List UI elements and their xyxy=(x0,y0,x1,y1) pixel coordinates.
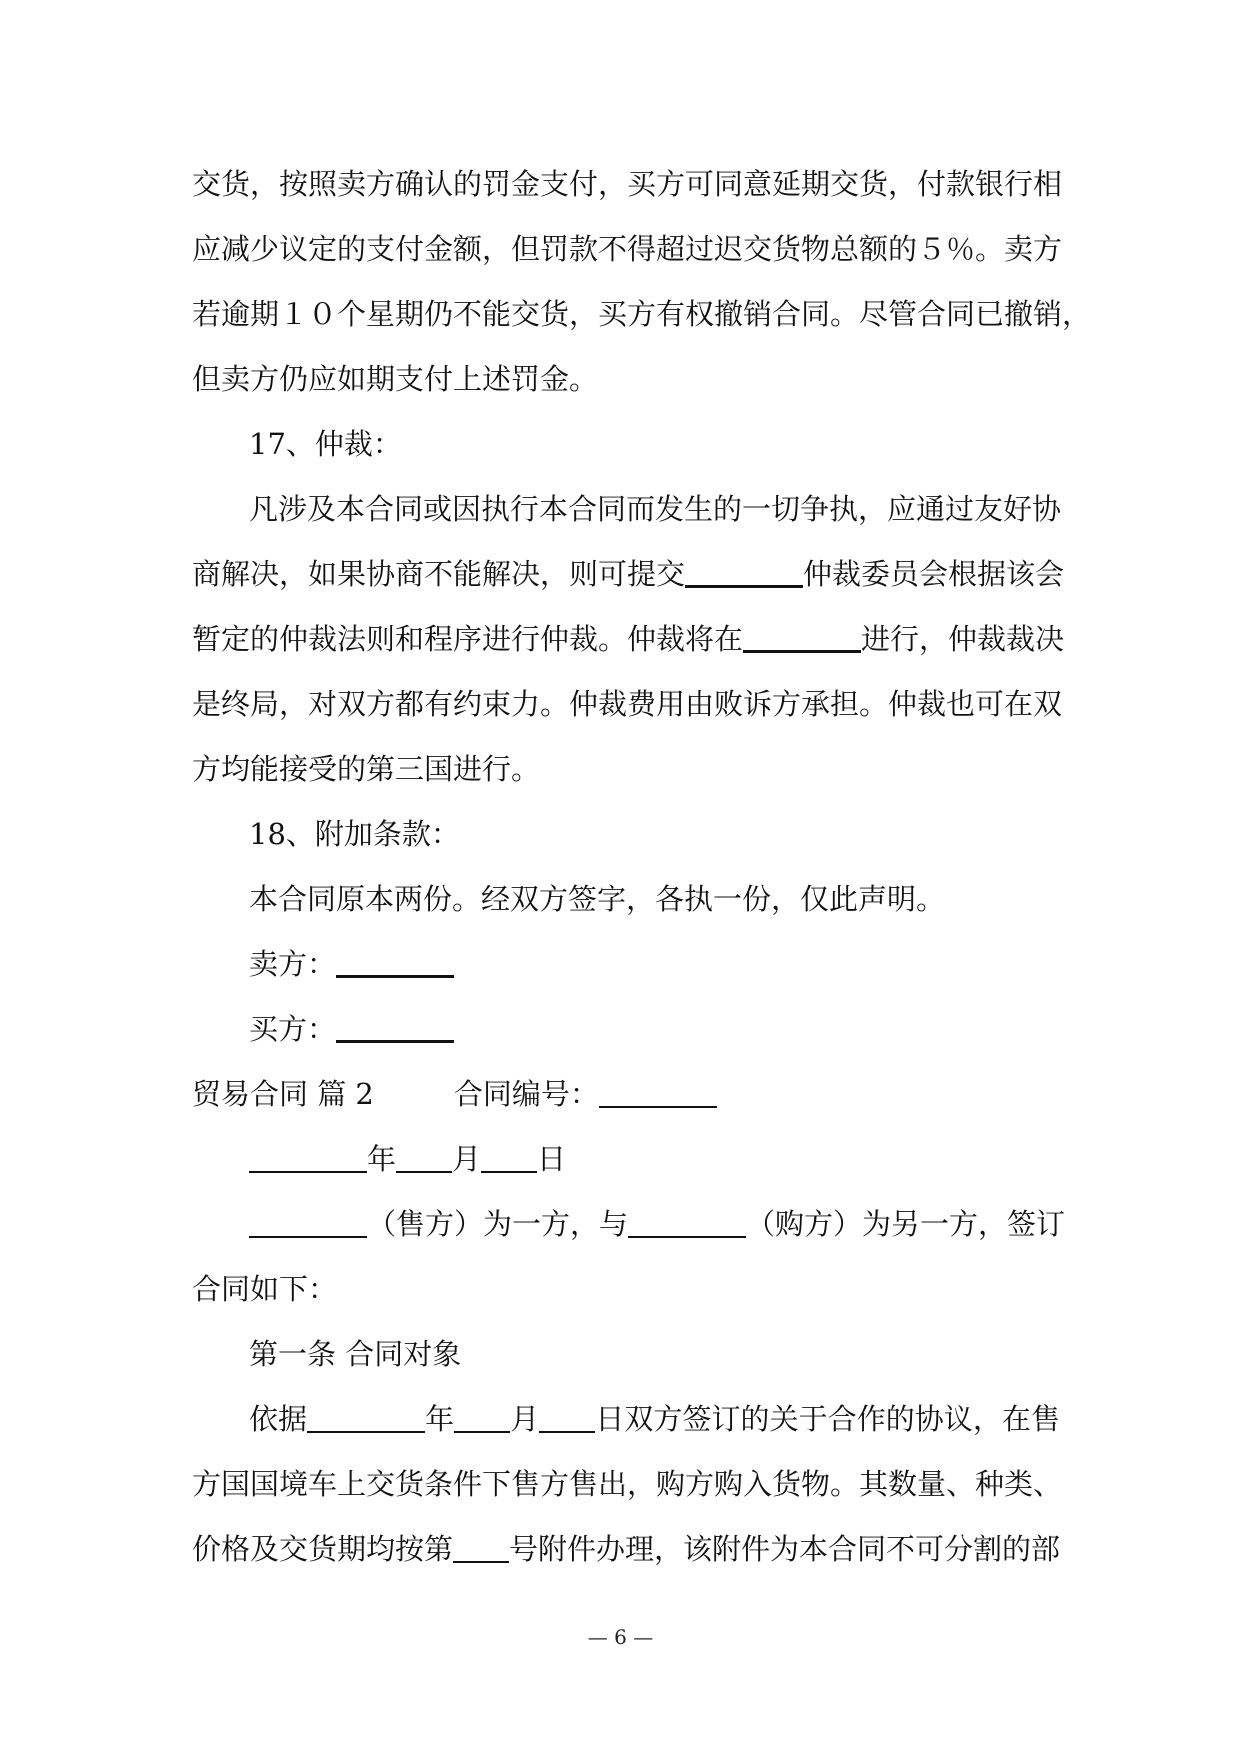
blank-buyer xyxy=(336,1010,454,1043)
blank-buyer-party xyxy=(628,1206,746,1238)
month-label: 月 xyxy=(452,1142,482,1176)
date-line xyxy=(192,1135,1060,1200)
day-label: 日 xyxy=(537,1142,567,1176)
paragraph-line: 凡涉及本合同或因执行本合同而发生的一切争执，应通过友好协 xyxy=(249,492,1062,526)
paragraph-line xyxy=(192,1395,1060,1460)
contract-title: 贸易合同 篇 2 xyxy=(192,1077,374,1111)
line-text: 价格及交货期均按第 xyxy=(192,1532,454,1566)
line-text: （售方）为一方，与 xyxy=(367,1207,629,1241)
blank-agreement-month xyxy=(454,1401,510,1433)
buyer-label: 买方： xyxy=(249,1012,337,1046)
buyer-signature-line xyxy=(192,1005,1060,1070)
blank-arbitration-body xyxy=(685,555,803,588)
blank-agreement-year xyxy=(307,1401,425,1433)
blank-year xyxy=(249,1141,367,1173)
year-label: 年 xyxy=(367,1142,397,1176)
document-body xyxy=(192,160,1092,1590)
line-text: 号附件办理，该附件为本合同不可分割的部 xyxy=(509,1532,1061,1566)
blank-seller-party xyxy=(249,1206,367,1238)
paragraph-line: 应减少议定的支付金额，但罚款不得超过迟交货物总额的５％。卖方 xyxy=(192,232,1063,266)
paragraph-line: 方均能接受的第三国进行。 xyxy=(192,752,541,786)
paragraph-line: 但卖方仍应如期支付上述罚金。 xyxy=(192,362,599,396)
article-heading: 第一条 合同对象 xyxy=(249,1337,462,1371)
paragraph-line xyxy=(192,1525,1060,1590)
seller-label: 卖方： xyxy=(249,947,337,981)
line-text: 仲裁委员会根据该会 xyxy=(803,557,1065,591)
paragraph-line xyxy=(192,1200,1066,1265)
line-text: 日双方签订的关于合作的协议，在售 xyxy=(595,1402,1060,1436)
seller-signature-line xyxy=(192,940,1060,1005)
blank-arbitration-place xyxy=(743,620,861,653)
contract-header-line xyxy=(192,1070,1060,1135)
section-heading-additional-terms: 18、附加条款： xyxy=(249,817,460,851)
paragraph-line: 若逾期１０个星期仍不能交货，买方有权撤销合同。尽管合同已撤销， xyxy=(192,297,1092,331)
line-text: 暂定的仲裁法则和程序进行仲裁。仲裁将在 xyxy=(192,622,744,656)
line-text: 年 xyxy=(425,1402,455,1436)
line-text: （购方）为另一方，签订 xyxy=(746,1207,1066,1241)
paragraph-line xyxy=(192,550,1065,615)
paragraph-line: 方国国境车上交货条件下售方售出，购方购入货物。其数量、种类、 xyxy=(192,1467,1063,1501)
blank-month xyxy=(396,1141,452,1173)
line-text: 依据 xyxy=(249,1402,308,1436)
line-text: 进行，仲裁裁决 xyxy=(861,622,1065,656)
paragraph-line: 是终局，对双方都有约束力。仲裁费用由败诉方承担。仲裁也可在双 xyxy=(192,687,1063,721)
paragraph-line xyxy=(192,615,1065,680)
line-text: 月 xyxy=(510,1402,540,1436)
section-heading-arbitration: 17、仲裁： xyxy=(249,427,402,461)
page-number: — 6 — xyxy=(587,1625,654,1649)
contract-number-label: 合同编号： xyxy=(453,1077,599,1111)
blank-day xyxy=(481,1141,537,1173)
paragraph-line: 交货，按照卖方确认的罚金支付，买方可同意延期交货，付款银行相 xyxy=(192,167,1063,201)
blank-annex-number xyxy=(453,1531,509,1563)
blank-agreement-day xyxy=(539,1401,595,1433)
blank-seller xyxy=(336,945,454,978)
line-text: 商解决，如果协商不能解决，则可提交 xyxy=(192,557,686,591)
paragraph-line: 合同如下： xyxy=(192,1272,338,1306)
paragraph-line: 本合同原本两份。经双方签字，各执一份，仅此声明。 xyxy=(249,882,946,916)
blank-contract-number xyxy=(599,1076,717,1108)
